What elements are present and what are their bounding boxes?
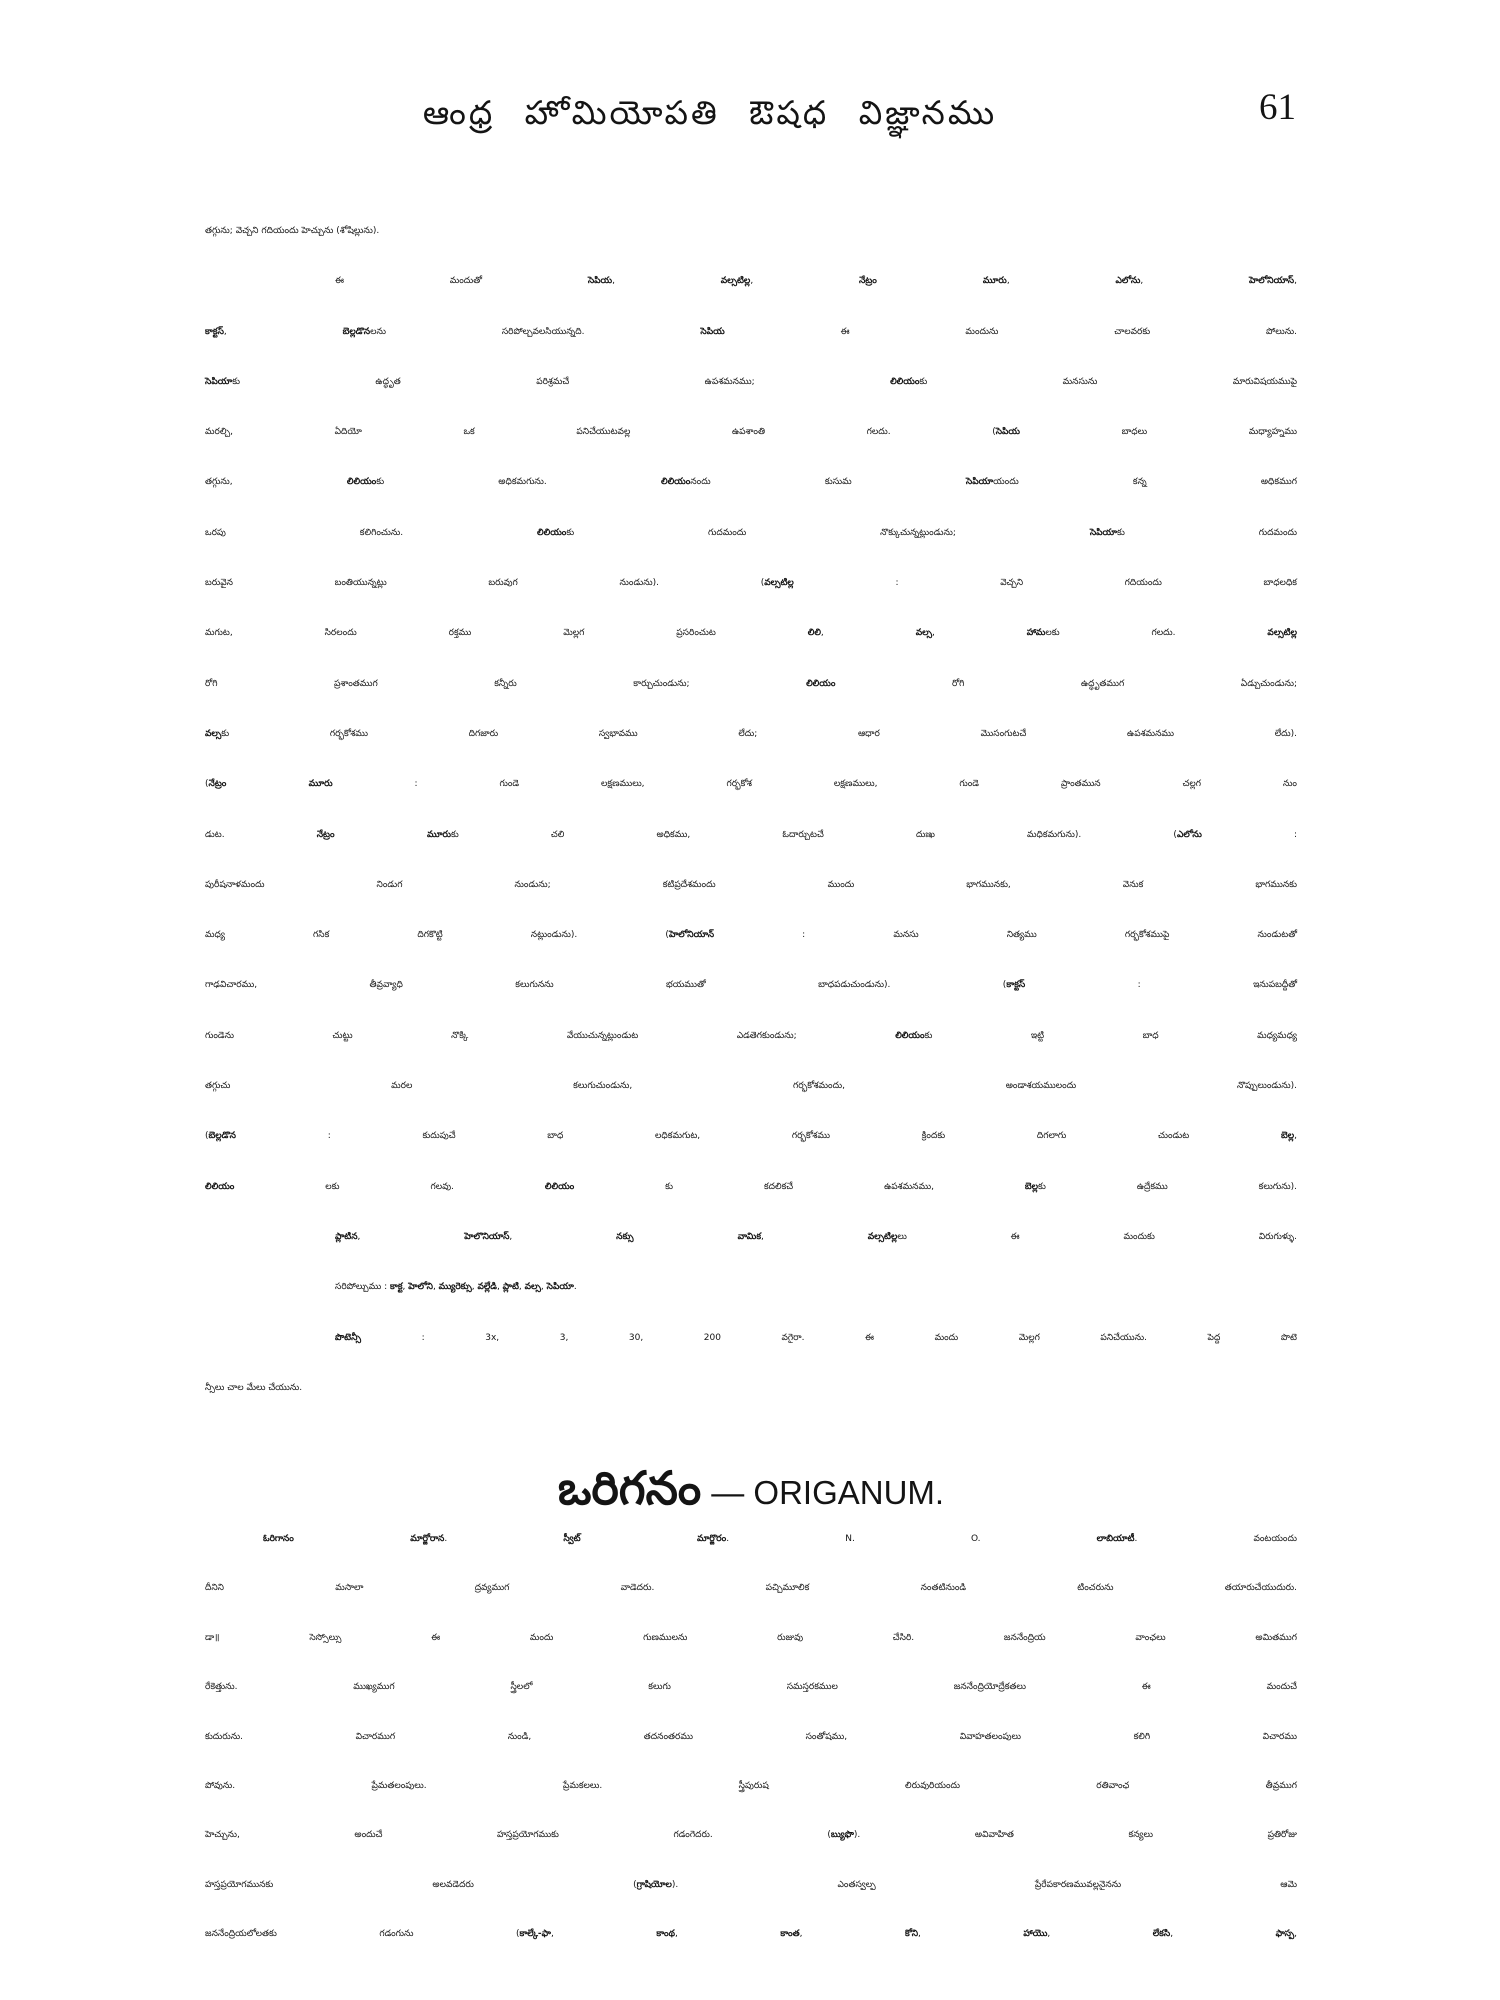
text-run: జననేంద్రియలోలతకు గడంగును ( <box>205 1929 520 1940</box>
bold-remedy-term: సెపియా <box>1089 527 1118 538</box>
text-run: , <box>674 1929 781 1940</box>
text-run: పోవును. ప్రేమతలంపులు. ప్రేమకలలు. స్త్రీపురుష లిరువురియందు రతివాంఛ తీవ్రముగ <box>205 1780 1297 1791</box>
bold-remedy-term: లిలియం <box>346 477 377 488</box>
text-run: . వంటయందు <box>1134 1534 1297 1544</box>
text-run: కు మనసును మారువిషయముపై <box>919 376 1297 387</box>
text-line <box>205 357 1297 407</box>
text-line <box>205 1111 1297 1161</box>
text-run: హెచ్చును, అందుచే హస్తప్రయోగముకు గడంగెదరు. ( <box>205 1830 831 1841</box>
bold-remedy-term: సెపియా <box>205 376 233 387</box>
text-line <box>205 1861 1297 1910</box>
text-line <box>205 1663 1297 1712</box>
text-run: రోగి ప్రశాంతముగ కన్నీరు కార్చుచుండును; <box>205 678 807 689</box>
bold-remedy-term: సెపియా <box>965 477 994 488</box>
text-run: : మనసు నిత్యము గర్భకోశముపై నుండుటతో <box>714 930 1297 941</box>
bold-remedy-term: సెపియ <box>587 276 613 287</box>
bold-remedy-term: వల్సటిల్ల <box>764 578 794 589</box>
bold-remedy-term: గ్రాషియోల <box>636 1879 672 1890</box>
text-run: కు గుదమందు నొక్కుచున్నట్లుండును; <box>566 527 1090 538</box>
text-run: లకు గలవు. <box>234 1181 545 1192</box>
text-run: : వెచ్చని గదియందు బాధలధిక <box>793 578 1297 589</box>
bold-remedy-term: సెపియా <box>546 1282 574 1293</box>
text-line <box>205 810 1297 860</box>
text-run: , <box>918 1929 1024 1940</box>
bold-remedy-term: కాక్ట <box>389 1282 403 1293</box>
text-run: , <box>1140 276 1249 287</box>
text-run: బాధలు మధ్యాహ్నము <box>1020 427 1298 438</box>
bold-remedy-term: నేట్రం మూరు <box>316 829 451 840</box>
bold-remedy-term: వల్స <box>915 628 932 639</box>
running-header-title: ఆంధ్ర హోమియోపతి ఔషధ విజ్ఞానము <box>422 93 998 132</box>
text-line <box>205 1061 1297 1111</box>
text-run: , <box>540 1282 547 1293</box>
text-line <box>205 759 1297 809</box>
text-run: తగ్గును, <box>205 477 347 488</box>
text-line <box>205 1313 1297 1363</box>
text-run: ( <box>205 779 209 790</box>
bold-remedy-term: నేట్రం మూరు <box>208 779 333 790</box>
text-line <box>205 256 1297 306</box>
bold-remedy-term: స్వీట్ మార్జొరం <box>563 1534 727 1544</box>
bold-remedy-term: బ్యుఫొ <box>830 1830 854 1841</box>
text-run: గాఢవిచారము, తీవ్రవ్యాధి కలుగునను భయముతో బాధపడుచుండును). ( <box>205 980 1007 991</box>
bold-remedy-term: లేకసి <box>1152 1929 1171 1940</box>
text-run: ఒరపు కలిగించును. <box>205 527 537 538</box>
bold-remedy-term: ఎలోను <box>1176 829 1202 840</box>
bold-remedy-term: నేట్రం మూరు <box>858 276 1007 287</box>
bold-remedy-term: ఫాస్ప <box>1275 1929 1295 1940</box>
text-run: కు ఉద్రేకము కలుగును). <box>1038 1181 1297 1192</box>
text-line <box>205 1011 1297 1061</box>
bold-remedy-term: బెల్ల <box>1024 1181 1039 1192</box>
text-run: ఈ మందుతో <box>335 276 588 287</box>
bold-remedy-term: లిలియం <box>890 376 920 387</box>
heading-english-name: — ORIGANUM. <box>711 1474 945 1511</box>
bold-remedy-term: ప్లాటిన <box>335 1231 358 1242</box>
bold-remedy-term: వల్సటిల్ల <box>1267 628 1298 639</box>
text-line <box>205 860 1297 910</box>
text-line <box>205 960 1297 1010</box>
text-run: మరల్చి, ఏదియో ఒక పనిచేయుటవల్ల ఉపశాంతి గలదు. ( <box>205 427 996 438</box>
text-run: , <box>357 1231 465 1242</box>
bold-remedy-term: బెల్లడొన <box>208 1131 236 1142</box>
bold-remedy-term: వల్సటిల్ల <box>867 1231 898 1242</box>
text-line <box>205 508 1297 558</box>
text-line <box>205 1363 1297 1413</box>
bold-remedy-term: సెపియ <box>700 326 725 337</box>
text-run: తగ్గును; వెచ్చని గదియందు హెచ్చును (శోషిల్లును). <box>205 226 380 236</box>
text-run: కు గర్భకోశము దిగజారు స్వభావము లేదు; ఆధార మొసంగుటచే ఉపశమనము లేదు). <box>221 728 1297 739</box>
bold-remedy-term: హెలొనియాస్ <box>464 1231 510 1242</box>
text-run: , <box>1170 1929 1276 1940</box>
bold-remedy-term: లిలియం <box>544 1181 575 1192</box>
bold-remedy-term: పొటెన్సీ <box>335 1332 362 1343</box>
text-run: : 3x, 3, 30, 200 వగైరా. ఈ మందు మెల్లగ పనిచేయును. పెద్ద పొటె <box>361 1332 1297 1343</box>
bold-remedy-term: హెలోని <box>408 1282 433 1293</box>
text-line <box>205 1910 1297 1959</box>
bold-remedy-term: ఎలోను <box>1115 276 1141 287</box>
text-line <box>205 1713 1297 1762</box>
text-line <box>205 910 1297 960</box>
origanum-text-block <box>205 1515 1297 1960</box>
text-run: : కుదుపుచే బాధ లధికమగుట, గర్భకోశము క్రిందకు దిగలాగు చుండుట <box>235 1131 1281 1142</box>
text-run: . <box>444 1534 564 1544</box>
text-line <box>205 558 1297 608</box>
text-run: నందు కుసుమ <box>690 477 966 488</box>
text-run: , <box>432 1282 439 1293</box>
bold-remedy-term: వల్సటిల్ల <box>720 276 751 287</box>
text-run: , <box>471 1282 478 1293</box>
text-run: : ఇనుపబద్దీతో <box>1025 980 1297 991</box>
text-run: . <box>573 1282 577 1293</box>
text-run: ఈ మందును చాలవరకు పోలును. <box>724 326 1297 337</box>
bold-remedy-term: హామ <box>1026 628 1046 639</box>
text-run: లకు గలదు. <box>1045 628 1268 639</box>
bold-remedy-term: లిలియం <box>537 527 567 538</box>
text-run: , <box>223 326 343 337</box>
bold-remedy-term: ఓరిగానం మార్జోరాన <box>263 1534 445 1544</box>
bold-remedy-term: బెల్లడొన <box>342 326 371 337</box>
bold-remedy-term: కాంథ <box>656 1929 675 1940</box>
text-line <box>205 1811 1297 1860</box>
text-run: డా॥ సెస్సోల్సు ఈ మందు గుణములను రుజువు చేసిరి. జననేంద్రియ వాంఛలు అమితముగ <box>205 1632 1297 1643</box>
text-run: కు గుదమందు <box>1117 527 1297 538</box>
text-line <box>205 709 1297 759</box>
text-run: : గుండె లక్షణములు, గర్భకోశ లక్షణములు, గుండె ప్రాంతమున చల్లగ నుం <box>332 779 1297 790</box>
page-number: 61 <box>1259 87 1296 128</box>
text-run: , <box>518 1282 525 1293</box>
text-run: యందు కన్న అధికముగ <box>993 477 1297 488</box>
text-run: ). అవివాహిత కన్యలు ప్రతిరోజు <box>853 1830 1297 1841</box>
bold-remedy-term: కాక్టస్ <box>1006 980 1026 991</box>
text-run: , <box>402 1282 409 1293</box>
text-run: కు ఉద్ధృత పరిశ్రమచే ఉపశమనము; <box>232 376 891 387</box>
bold-remedy-term: హాయొ <box>1023 1929 1048 1940</box>
text-run: హస్తప్రయోగమునకు అలవడెదరు ( <box>205 1879 637 1890</box>
text-run: పురీషనాళమందు నిండుగ నుండును; కటిప్రదేశమందు ముందు భాగమునకు, వెనుక భాగమునకు <box>205 879 1297 890</box>
bold-remedy-term: బెల్ల <box>1280 1131 1295 1142</box>
text-run: , <box>1294 276 1297 287</box>
text-run: డుట. <box>205 829 317 840</box>
text-run: లు ఈ మందుకు విరుగుళ్ళు. <box>897 1231 1297 1242</box>
bold-remedy-term: ప్లాటి <box>502 1282 519 1293</box>
text-line <box>205 608 1297 658</box>
text-line <box>205 1762 1297 1811</box>
text-run: , <box>931 628 1027 639</box>
text-run: దీనిని మసాలా ద్రవ్యముగ వాడెదరు. పచ్చిమూలిక నంతటినుండి టించరును తయారుచేయుదురు. <box>205 1583 1297 1594</box>
text-run: , <box>799 1929 905 1940</box>
text-run: , <box>612 276 721 287</box>
text-line <box>205 1564 1297 1613</box>
text-run: రేకెత్తును. ముఖ్యముగ స్త్రీలలో కలుగు సమస్తరకముల జననేంద్రియోద్రేకతలు ఈ మందుచే <box>205 1682 1297 1693</box>
text-line <box>205 659 1297 709</box>
text-run: కు అధికమగును. <box>376 477 661 488</box>
section-heading <box>205 1456 1297 1520</box>
text-run: కు ఇట్టి బాధ మధ్యమధ్య <box>924 1030 1297 1041</box>
text-line <box>205 206 1297 256</box>
bold-remedy-term: సెపియ <box>995 427 1021 438</box>
text-run: , <box>820 628 916 639</box>
text-run: , <box>1006 276 1116 287</box>
text-run: కు కదలికచే ఉపశమనము, <box>574 1181 1025 1192</box>
text-run: , <box>1047 1929 1153 1940</box>
bold-remedy-term: కాల్కే-ఫా <box>519 1929 551 1940</box>
text-run: కు చలి అధికము, ఓదార్చుటచే దుఃఖ మధికమగును). ( <box>450 829 1177 840</box>
bold-remedy-term: లిలియం <box>205 1181 235 1192</box>
bold-remedy-term: మ్యురెక్సు <box>438 1282 472 1293</box>
text-run: తగ్గుచు మరల కలుగుచుండును, గర్భకోశమందు, అండాశయములందు నొప్పులుండును). <box>205 1081 1297 1092</box>
text-run: బరువైన బంతియున్నట్లు బరువుగ నుండును). ( <box>205 578 765 589</box>
text-run: న్సీలు చాల మేలు చేయును. <box>205 1382 303 1393</box>
bold-remedy-term: వల్స <box>524 1282 541 1293</box>
text-run: . N. O. <box>726 1534 1097 1544</box>
text-run: , <box>509 1231 617 1242</box>
text-run: లను సరిపోల్చవలసియున్నది. <box>370 326 701 337</box>
bold-remedy-term: లాబియాటీ <box>1096 1534 1135 1544</box>
text-run: ). ఎంతస్వల్ప ప్రేరేపకారణమువల్లనైనను ఆమె <box>671 1879 1298 1890</box>
text-run: , <box>550 1929 657 1940</box>
heading-telugu-name: ఒరిగనం <box>557 1461 702 1515</box>
text-line <box>205 1212 1297 1262</box>
text-line <box>205 1162 1297 1212</box>
text-run: గుండెను చుట్టు నొక్కి వేయుచున్నట్లుండుట ఎడతెగకుండును; <box>205 1030 896 1041</box>
text-run: ( <box>205 1131 209 1142</box>
text-line <box>205 457 1297 507</box>
bold-remedy-term: లిలియం <box>660 477 691 488</box>
bold-remedy-term: హెలోనియాన్ <box>668 930 715 941</box>
text-run: , <box>496 1282 503 1293</box>
text-run: సరిపోల్చుము : <box>335 1282 390 1293</box>
bold-remedy-term: వల్లేడి <box>477 1282 497 1293</box>
bold-remedy-term: వల్స <box>205 728 222 739</box>
text-run: రోగి ఉద్ధృతముగ ఏడ్చుచుండును; <box>835 678 1297 689</box>
text-run: మధ్య గసిక దిగకొట్టి నట్లుండును). ( <box>205 930 669 941</box>
text-run: మగుట, సిరలందు రక్తము మెల్లగ ప్రసరించుట <box>205 628 808 639</box>
bold-remedy-term: నక్సు వామిక <box>616 1231 762 1242</box>
text-run: కుదురును. విచారముగ నుండి, తదనంతరము సంతోషము, వివాహతలంపులు కలిగి విచారము <box>205 1731 1297 1742</box>
text-line <box>205 407 1297 457</box>
bold-remedy-term: లిలి <box>807 628 821 639</box>
bold-remedy-term: లిలియం <box>806 678 836 689</box>
text-run: , <box>750 276 859 287</box>
bold-remedy-term: కాంత <box>780 1929 800 1940</box>
bold-remedy-term: కాక్టస్ <box>205 326 224 337</box>
text-line <box>205 1614 1297 1663</box>
text-run: , <box>1294 1929 1298 1940</box>
text-line <box>205 1262 1297 1312</box>
bold-remedy-term: లిలియం <box>895 1030 925 1041</box>
text-line <box>205 1515 1297 1564</box>
text-line <box>205 307 1297 357</box>
bold-remedy-term: కోని <box>904 1929 919 1940</box>
text-run: , <box>761 1231 868 1242</box>
text-run: : <box>1201 829 1297 840</box>
bold-remedy-term: హెలోనియాస్ <box>1248 276 1295 287</box>
previous-remedy-text-block <box>205 206 1297 1413</box>
text-run: , <box>1294 1131 1297 1142</box>
